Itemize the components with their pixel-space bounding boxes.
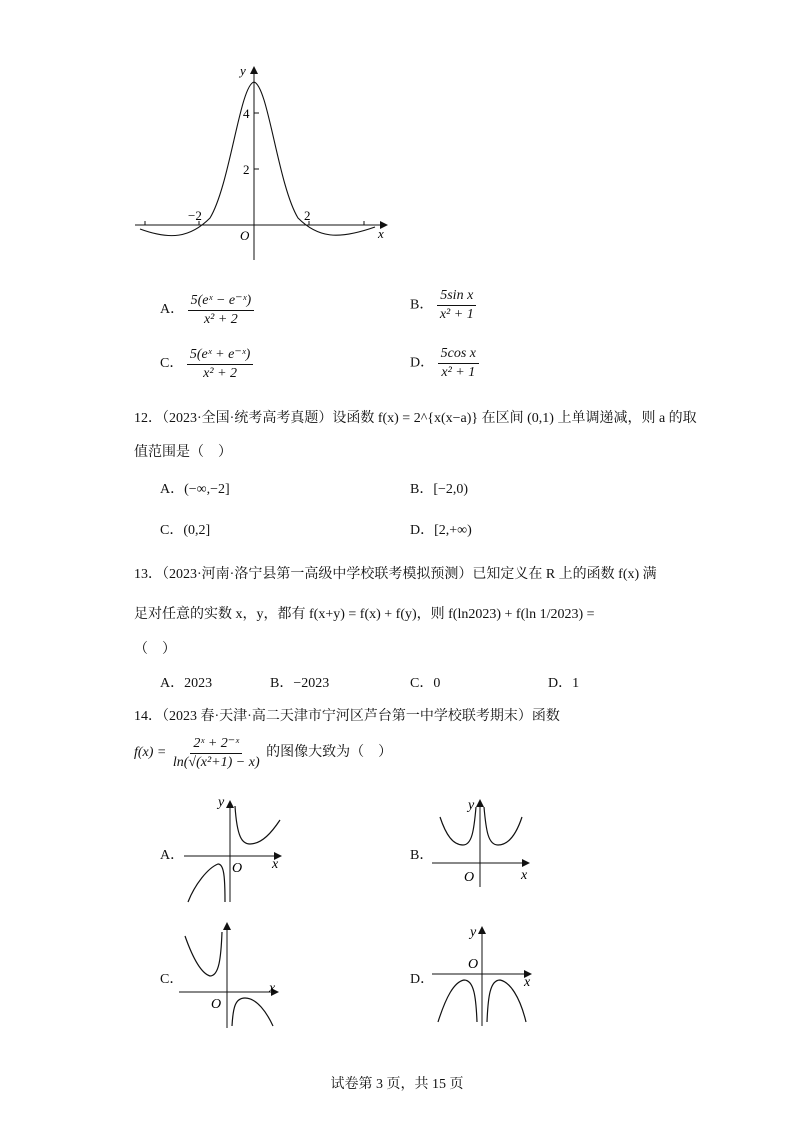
- svg-text:O: O: [232, 861, 243, 876]
- q13-stem-line1: 13．（2023·河南·洛宁县第一高级中学校联考模拟预测）已知定义在 R 上的函数 f(x) 满: [134, 567, 657, 582]
- q13-option-c[interactable]: C．0: [410, 676, 441, 691]
- q13-stem-line3: （ ）: [134, 642, 176, 657]
- q11-graph: [130, 60, 400, 265]
- q14-graph-b[interactable]: [428, 795, 538, 890]
- tick-2x: 2: [304, 208, 311, 223]
- tick-2y: 2: [243, 162, 250, 177]
- page-footer: 试卷第 3 页，共 15 页: [330, 1077, 464, 1092]
- q12-option-d[interactable]: D．[2,+∞): [410, 523, 472, 538]
- q11-option-a[interactable]: A． $\frac{\text{5(eˣ − e⁻ˣ)}}{\text{x² + 2}}$: [160, 292, 254, 328]
- q13-option-a[interactable]: A．2023: [160, 676, 213, 691]
- q11-option-c[interactable]: C． $\frac{\text{5(eˣ + e⁻ˣ)}}{\text{x² + 2}}$: [160, 346, 253, 382]
- q14-graph-a[interactable]: [180, 792, 290, 904]
- q14-stem-line1: 14．（2023 春·天津·高二天津市宁河区芦台第一中学校联考期末）函数: [134, 709, 560, 724]
- q12-option-b[interactable]: B．[−2,0): [410, 482, 469, 497]
- y-label: y: [240, 63, 246, 78]
- q12-stem-line1: 12．（2023·全国·统考高考真题）设函数 f(x) = 2^{x(x−a)} 在区间 (0,1) 上单调递减，则 a 的取: [134, 411, 697, 426]
- svg-text:y: y: [218, 795, 225, 810]
- svg-text:x: x: [269, 981, 276, 996]
- q14-graph-c[interactable]: [175, 918, 285, 1030]
- x-label: x: [378, 226, 384, 241]
- q14-option-d-label[interactable]: D．: [410, 972, 435, 987]
- q12-option-c[interactable]: C．(0,2]: [160, 523, 211, 538]
- svg-text:y: y: [468, 798, 475, 813]
- q13-option-d[interactable]: D．1: [548, 676, 580, 691]
- origin-label: O: [240, 228, 250, 243]
- svg-text:O: O: [464, 870, 475, 885]
- svg-text:O: O: [468, 957, 479, 972]
- svg-text:x: x: [272, 857, 279, 872]
- tick-4: 4: [243, 106, 250, 121]
- q14-option-a-label[interactable]: A．: [160, 848, 185, 863]
- q13-option-b[interactable]: B．−2023: [270, 676, 330, 691]
- tick-minus2: −2: [188, 208, 202, 223]
- q11-option-d[interactable]: D． $\frac{\text{5cos x}}{\text{x² + 1}}$: [410, 346, 479, 381]
- q14-graph-d[interactable]: [428, 922, 538, 1027]
- q12-stem-line2: 值范围是（ ）: [134, 445, 232, 460]
- svg-text:x: x: [521, 868, 528, 883]
- svg-text:x: x: [524, 975, 531, 990]
- curve: [140, 82, 375, 236]
- q12-option-a[interactable]: A．(−∞,−2]: [160, 482, 230, 497]
- q14-function: f(x) = $\frac{\text{2ˣ + 2⁻ˣ}}{\text{ln(√(x²+1) − x)}}$ 的图像大致为（ ）: [134, 736, 393, 770]
- svg-text:O: O: [211, 997, 222, 1012]
- q14-option-c-label[interactable]: C．: [160, 972, 184, 987]
- q11-option-b[interactable]: B． $\frac{\text{5sin x}}{\text{x² + 1}}$: [410, 288, 477, 323]
- q13-stem-line2: 足对任意的实数 x，y，都有 f(x+y) = f(x) + f(y)，则 f(ln2023) + f(ln 1/2023) =: [134, 607, 595, 622]
- q14-option-b-label[interactable]: B．: [410, 848, 434, 863]
- svg-text:y: y: [470, 925, 477, 940]
